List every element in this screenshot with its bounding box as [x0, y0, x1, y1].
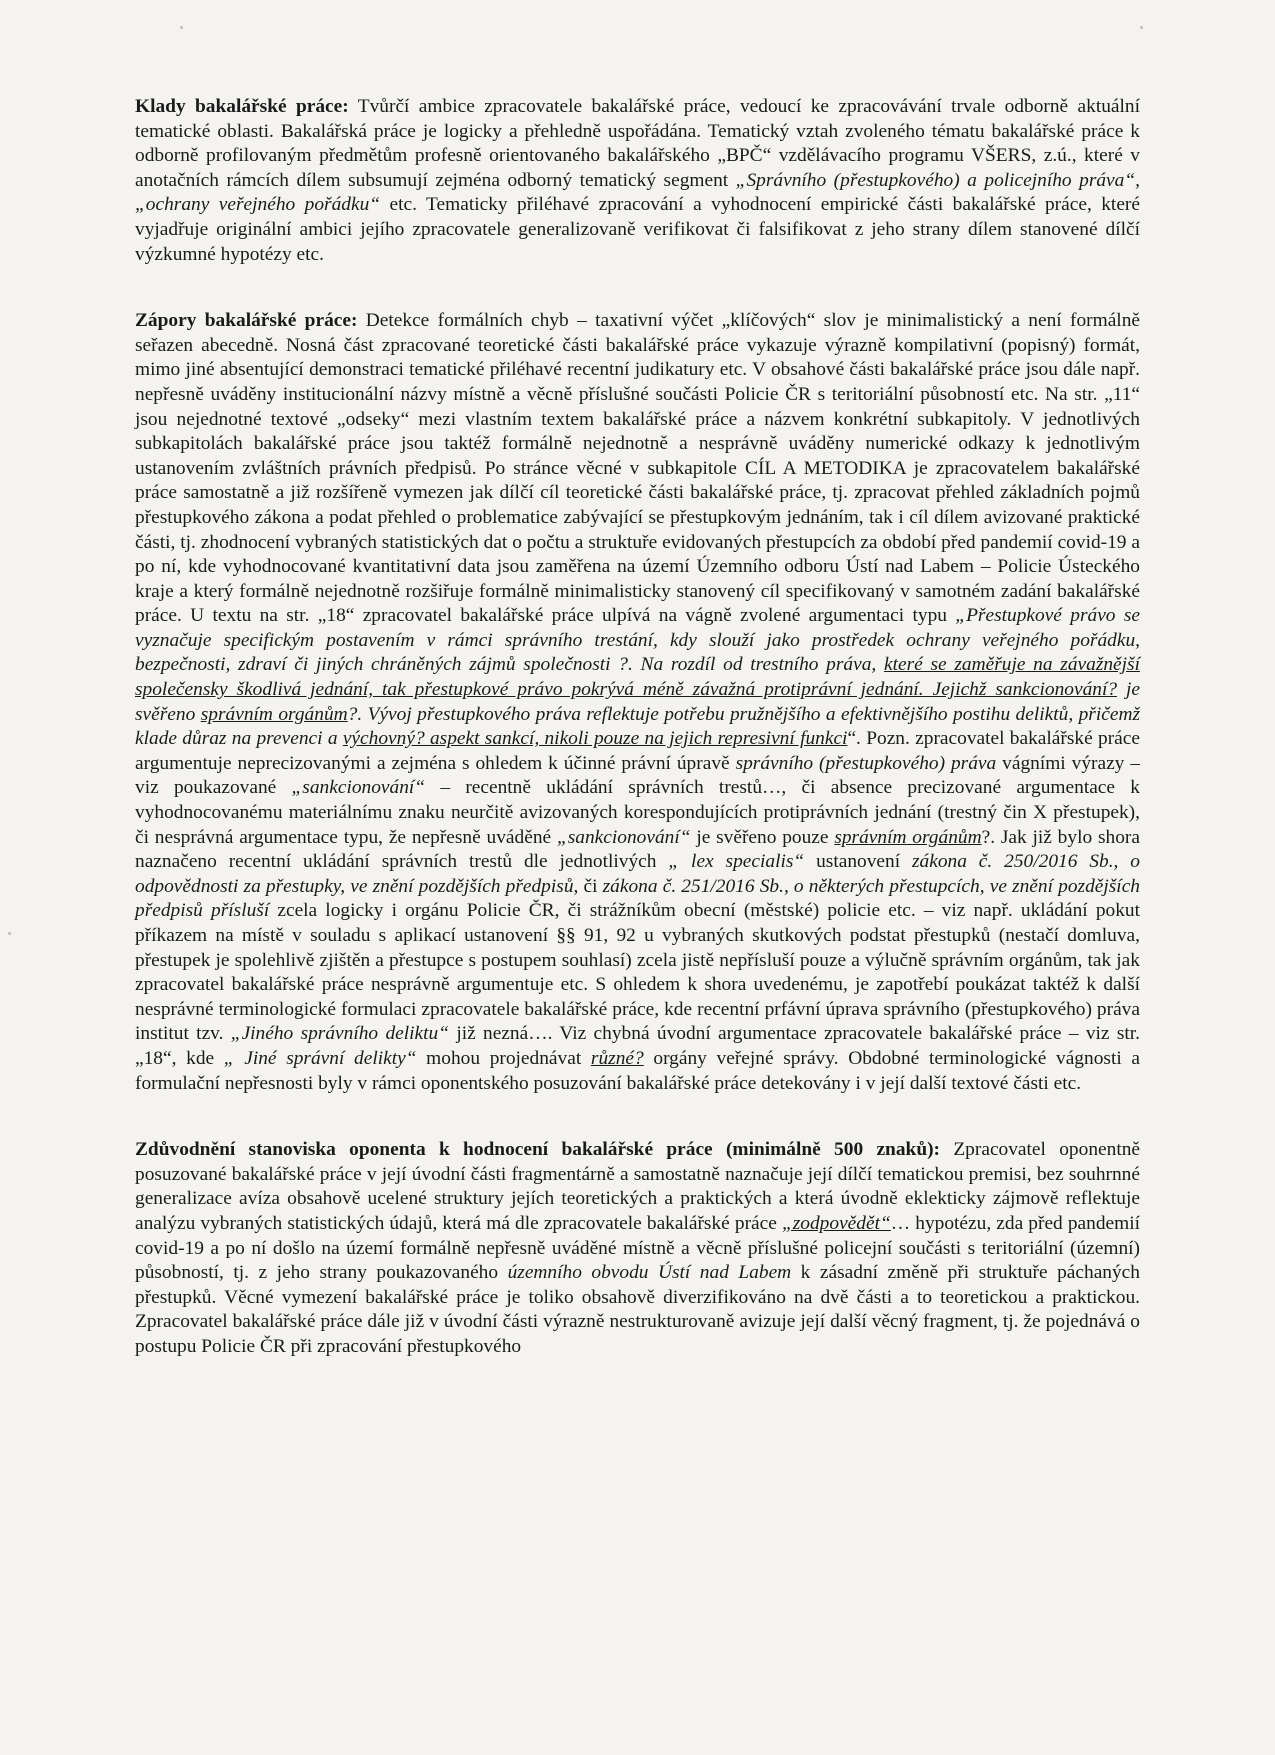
text-segment: různé? — [590, 1047, 644, 1069]
text-segment: orgány veřejné správy. Obdobné terminologické vágnosti a formulační nepřesnosti byly v rámci oponentského posuzování bakalářské práce detekovány i v její další textové části etc. — [135, 1047, 1140, 1094]
text-segment: správním orgánům — [200, 703, 348, 725]
text-segment: výchovný? aspekt sankcí, nikoli pouze na jejich represivní funkci — [342, 728, 848, 750]
scan-speck — [180, 26, 183, 29]
scan-speck — [8, 932, 11, 935]
text-segment: etc. Tematicky přiléhavé zpracování a vyhodnocení empirické části bakalářské práce, které vyjadřuje originální ambici jejího zpracovatele generalizovaně verifikovat či falsifikovat z jeho strany dílem stanovené dílčí výzkumné hypotézy etc. — [135, 194, 1140, 265]
text-segment: – recentně ukládání správních trestů…, či absence precizované argumentace k vyhodnocovanému materiálnímu znaku neurčitě avizovaných korespondujících protiprávních jednání (trestný čin X přestupek), či nesprávná argumentace typu, že nepřesně uváděné — [135, 777, 1140, 848]
text-segment: mohou projednávat — [416, 1047, 591, 1069]
text-segment: , či — [573, 875, 603, 897]
text-segment: správního (přestupkového) práva — [735, 752, 997, 774]
text-segment: „ lex specialis“ — [668, 851, 805, 873]
section-zapory — [135, 309, 1140, 1096]
text-segment: „ Jiné správní delikty“ — [223, 1047, 417, 1069]
scan-speck — [1140, 26, 1143, 29]
section-label: Zápory bakalářské práce: — [135, 310, 358, 332]
text-segment: zákona č. 250/2016 Sb., o odpovědnosti za přestupky, ve znění pozdějších předpisů — [135, 851, 1140, 897]
section-zduvodneni — [135, 1138, 1140, 1359]
text-segment: Tvůrčí ambice zpracovatele bakalářské práce, vedoucí ke zpracovávání trvale odborně aktuální tematické oblasti. Bakalářská práce je logicky a přehledně uspořádána. Tematický vztah zvoleného tématu bakalářské práce k odborně profilovaným předmětům profesně orientovaného bakalářského „BPČ“ vzdělávacího programu VŠERS, z.ú., které v anotačních rámcích dílem subsumují zejména odborný tematický segment — [135, 96, 1140, 191]
text-segment: … hypotézu, zda před pandemií covid-19 a po ní došlo na území formálně nepřesně uváděné místně a věcně příslušné policejní součásti s teritoriální (územní) působností, tj. z jeho strany poukazovaného — [135, 1212, 1140, 1284]
text-segment: zcela logicky i orgánu Policie ČR, či strážníkům obecní (městské) policie etc. – viz např. ukládání pokut příkazem na místě v souladu s aplikací ustanovení §§ 91, 92 u vybraných skutkových podstat přestupků (nestačí domluva, přestupek je spolehlivě zjištěn a přestupce s postupem souhlasí) zcela jistě nepřísluší pouze a výlučně správním orgánům, tak jak zpracovatel bakalářské práce nesprávně argumentuje etc. S ohledem k shora uvedenému, je zapotřebí poukázat taktéž k další nesprávné terminologické formulaci zpracovatele bakalářské práce, kde recentní prfávní úprava správního (přestupkového) práva institut tzv. — [135, 900, 1140, 1045]
text-segment: „Správního (přestupkového) a policejního práva“, „ochrany veřejného pořádku“ — [135, 169, 1140, 216]
text-segment: správním orgánům — [834, 826, 982, 848]
text-segment: je svěřeno — [135, 679, 1140, 725]
text-segment: “. Pozn. zpracovatel bakalářské práce argumentuje neprecizovanými a zejména s ohledem k účinné právní úpravě — [135, 728, 1140, 774]
text-segment: ?. Jak již bylo shora naznačeno recentní ukládání správních trestů dle jednotlivých — [135, 826, 1140, 873]
text-segment: již nezná…. Viz chybná úvodní argumentace zpracovatele bakalářské práce – viz str. „18“, kde — [135, 1023, 1140, 1069]
text-segment: ustanovení — [804, 851, 912, 873]
text-segment: územního obvodu Ústí nad Labem — [507, 1262, 792, 1284]
section-klady — [135, 95, 1140, 267]
text-segment: „Jiného správního deliktu“ — [230, 1023, 449, 1045]
text-segment: vágními výrazy – viz poukazované — [135, 752, 1141, 799]
text-segment: „Přestupkové právo se vyznačuje specifickým postavením v rámci správního trestání, kdy slouží jako prostředek ochrany veřejného pořádku, bezpečnosti, zdraví či jiných chráněných zájmů společnosti ?. Na rozdíl od trestního práva, — [135, 605, 1140, 676]
text-segment: „sankcionování“ — [291, 777, 426, 799]
text-segment: je svěřeno pouze — [690, 826, 835, 848]
text-segment: „zodpovědět“ — [781, 1212, 891, 1234]
text-segment: Detekce formálních chyb – taxativní výčet „klíčových“ slov je minimalistický a není formálně seřazen abecedně. Nosná část zpracované teoretické části bakalářské práce vykazuje výrazně kompilativní (popisný) formát, mimo jiné absentující demonstraci tematické přiléhavé recentní judikatury etc. V obsahové části bakalářské práce jsou dále např. nepřesně uváděny institucionální názvy místně a věcně příslušné součásti Policie ČR s teritoriální působností etc. Na str. „11“ jsou nejednotné textové „odseky“ mezi vlastním textem bakalářské práce a názvem konkrétní subkapitoly. V jednotlivých subkapitolách bakalářské práce jsou taktéž formálně nejednotně a nesprávně uváděny numerické odkazy k jednotlivým ustanovením zvláštních právních předpisů. Po stránce věcné v subkapitole CÍL A METODIKA je zpracovatelem bakalářské práce samostatně a již rozšířeně vymezen jak dílčí cíl teoretické části bakalářské práce, tj. zpracovat přehled základních pojmů přestupkového zákona a podat přehled o problematice zabývající se přestupkovým jednáním, tak i cíl dílem avizované praktické části, tj. zhodnocení vybraných statistických dat o počtu a struktuře evidovaných přestupcích za období před pandemií covid-19 a po ní, kde vyhodnocované kvantitativní data jsou zaměřena na území Územního odboru Ústí nad Labem – Policie Ústeckého kraje a který formálně nejednotně rozšiřuje formálně minimalisticky stanovený cíl specifikovaný v samotném zadání bakalářské práce. U textu na str. „18“ zpracovatel bakalářské práce ulpívá na vágně zvolené argumentaci typu — [135, 310, 1140, 627]
text-segment: zákona č. 251/2016 Sb., o některých přestupcích, ve znění pozdějších předpisů — [135, 875, 1140, 922]
section-label: Klady bakalářské práce: — [135, 96, 349, 117]
text-segment: k zásadní změně při struktuře páchaných přestupků. Věcné vymezení bakalářské práce je toliko obsahově diverzifikováno na dvě části a to teoretickou a praktickou. Zpracovatel bakalářské práce dále již v úvodní části výrazně nestrukturovaně avizuje její další věcný fragment, tj. že pojednává o postupu Policie ČR při zpracování přestupkového — [135, 1262, 1140, 1357]
text-segment — [203, 900, 211, 921]
text-segment: ?. Vývoj přestupkového práva reflektuje potřebu pružnějšího a efektivnějšího postihu deliktů, přičemž klade důraz na prevenci a — [135, 703, 1140, 750]
text-segment: které se zaměřuje na závažnější společensky škodlivá jednání, tak přestupkové právo pokrývá méně závažná protiprávní jednání. Jejichž sankcionování? — [135, 654, 1140, 701]
text-segment: přísluší — [211, 900, 270, 922]
text-segment: Zpracovatel oponentně posuzované bakalářské práce v její úvodní části fragmentárně a samostatně naznačuje její dílčí tematickou premisi, bez souhrnné generalizace avíza obsahově ucelené struktury jejích teoretických a praktických a která úvodně eklekticky zájmově reflektuje analýzu vybraných statistických údajů, která má dle zpracovatele bakalářské práce — [135, 1139, 1141, 1234]
section-label: Zdůvodnění stanoviska oponenta k hodnocení bakalářské práce (minimálně 500 znaků): — [135, 1139, 941, 1161]
text-segment: „sankcionování“ — [556, 826, 691, 848]
